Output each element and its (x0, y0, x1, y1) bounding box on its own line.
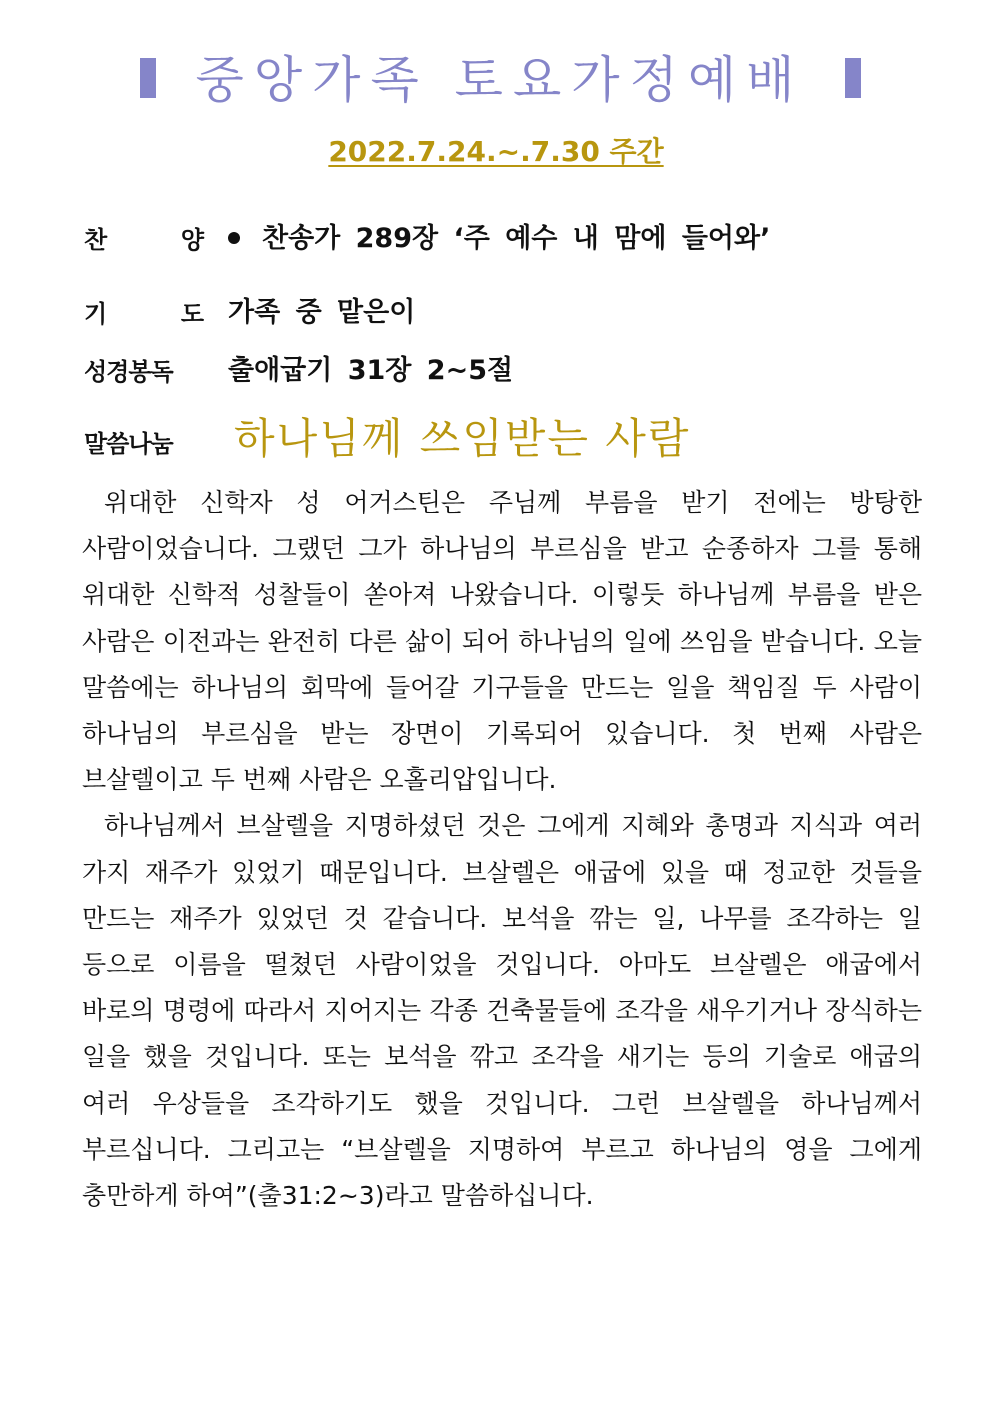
sermon-label: 말씀나눔 (84, 430, 173, 458)
week-range-text: 2022.7.24.~.7.30 주간 (328, 135, 664, 168)
title-bar-right (845, 58, 861, 98)
prayer-label-char-2: 도 (180, 300, 204, 328)
body-paragraph: 위대한 신학자 성 어거스틴은 주님께 부름을 받기 전에는 방탕한 사람이었습니다. 그랬던 그가 하나님의 부르심을 받고 순종하자 그를 통해 위대한 신학적 성찰들이 쏟아져 나왔습니다. 이렇듯 하나님께 부름을 받은 사람은 이전과는 완전히 다른 삶이 되어 하나님의 일에 쓰임을 받습니다. 오늘 말씀에는 하나님의 회막에 들어갈 기구들을 만드는 일을 책임질 두 사람이 하나님의 부르심을 받는 장면이 기록되어 있습니다. 첫 번째 사람은 브살렐이고 두 번째 사람은 오홀리압입니다. (82, 488, 922, 795)
prayer-value: 가족 중 맡은이 (228, 297, 416, 328)
page-title: 중앙가족 토요가정예배 (195, 51, 805, 109)
bullet-icon (228, 232, 240, 244)
prayer-label-char-1: 기 (84, 300, 108, 328)
hymn-label (84, 220, 204, 255)
week-range (0, 128, 992, 176)
hymn-label-char-1: 찬 (84, 226, 108, 254)
page-header (0, 44, 992, 116)
title-bar-left (140, 58, 156, 98)
reading-value: 출애굽기 31장 2~5절 (228, 355, 514, 386)
hymn-value-wrap (228, 216, 770, 255)
hymn-value: 찬송가 289장 ‘주 예수 내 맘에 들어와’ (262, 223, 771, 254)
sermon-body (82, 480, 922, 1219)
prayer-row (84, 290, 932, 330)
sermon-row (84, 414, 932, 470)
sermon-title: 하나님께 쓰임받는 사람 (234, 414, 691, 463)
hymn-row (84, 216, 932, 256)
reading-row (84, 348, 932, 388)
prayer-label (84, 294, 204, 329)
reading-label: 성경봉독 (84, 358, 173, 386)
body-paragraph: 하나님께서 브살렐을 지명하셨던 것은 그에게 지혜와 총명과 지식과 여러 가지 재주가 있었기 때문입니다. 브살렐은 애굽에 있을 때 정교한 것들을 만드는 재주가 있었던 것 같습니다. 보석을 깎는 일, 나무를 조각하는 일 등으로 이름을 떨쳤던 사람이었을 것입니다. 아마도 브살렐은 애굽에서 바로의 명령에 따라서 지어지는 각종 건축물들에 조각을 새우기거나 장식하는 일을 했을 것입니다. 또는 보석을 깎고 조각을 새기는 등의 기술로 애굽의 여러 우상들을 조각하기도 했을 것입니다. 그런 브살렐을 하나님께서 부르십니다. 그리고는 “브살렐을 지명하여 부르고 하나님의 영을 그에게 충만하게 하여”(출31:2~3)라고 말씀하십니다. (82, 811, 922, 1211)
hymn-label-char-2: 양 (180, 226, 204, 254)
